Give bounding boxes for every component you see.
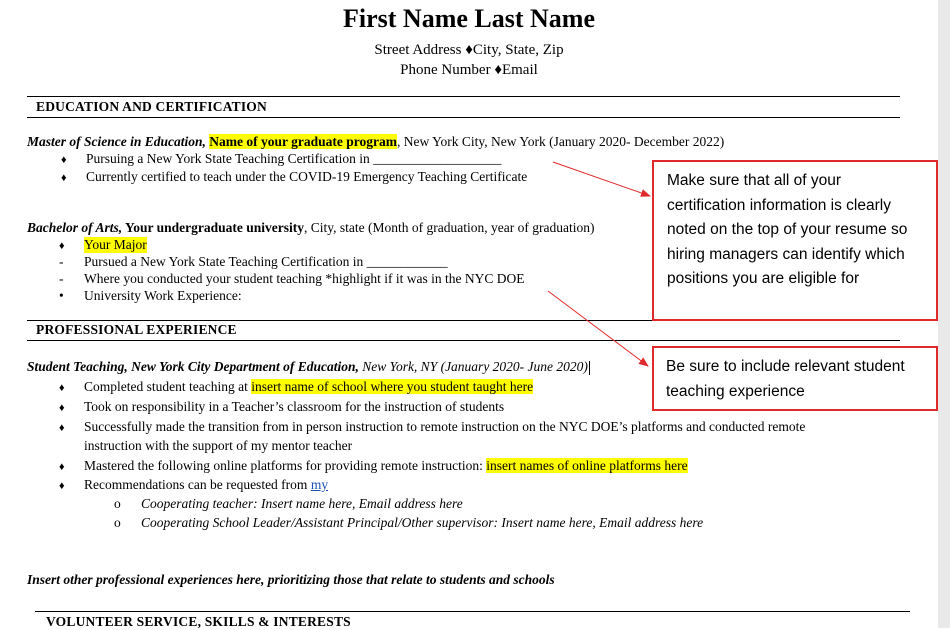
diamond-bullet-icon: ♦ [59, 240, 65, 252]
arrow-to-certification-callout [553, 162, 650, 196]
education-heading: EDUCATION AND CERTIFICATION [36, 99, 267, 114]
diamond-bullet-icon: ♦ [59, 382, 65, 394]
dash-bullet-icon: - [59, 254, 64, 269]
experience-bullet: Took on responsibility in a Teacher’s classroom for the instruction of students [84, 399, 505, 414]
platforms-highlight: insert names of online platforms here [486, 458, 688, 473]
arrow-to-teaching-callout [548, 291, 648, 366]
circle-bullet-icon: o [114, 515, 121, 530]
circle-bullet-icon: o [114, 496, 121, 511]
bachelors-item: University Work Experience: [84, 288, 242, 303]
masters-details: , New York City, New York (January 2020- December 2022) [397, 134, 725, 149]
diamond-bullet-icon: ♦ [59, 480, 65, 492]
reference-item: Cooperating teacher: Insert name here, Email address here [141, 496, 463, 511]
address-line: Street Address ♦City, State, Zip [374, 42, 564, 58]
other-experience-note: Insert other professional experiences here, prioritizing those that relate to students and schools [27, 572, 555, 587]
bachelors-item: Pursued a New York State Teaching Certification in ____________ [84, 254, 448, 269]
diamond-bullet-icon: ♦ [61, 154, 67, 166]
masters-program: Name of your graduate program [209, 134, 397, 149]
bullet-text: Completed student teaching at [84, 379, 252, 394]
reference-item: Cooperating School Leader/Assistant Principal/Other supervisor: Insert name here, Email address here [141, 515, 704, 530]
recommendation-link[interactable]: my [310, 477, 329, 492]
resume-name: First Name Last Name [343, 4, 595, 33]
job-title: Student Teaching, New York City Department of Education, [27, 359, 359, 374]
callout-line: certification information is clearly [667, 196, 891, 214]
diamond-bullet-icon: ♦ [59, 461, 65, 473]
masters-degree: Master of Science in Education, [27, 134, 206, 149]
dash-bullet-icon: - [59, 271, 64, 286]
callout-line: Be sure to include relevant student [666, 358, 905, 375]
masters-bullet: Pursuing a New York State Teaching Certification in ___________________ [86, 151, 502, 166]
diamond-bullet-icon: ♦ [59, 402, 65, 414]
major-highlight: Your Major [84, 237, 147, 252]
contact-line: Phone Number ♦Email [400, 62, 538, 78]
bachelors-university: Your undergraduate university [122, 220, 305, 235]
bullet-text: Recommendations can be requested from [84, 477, 311, 492]
callout-line: noted on the top of your resume so [667, 221, 908, 238]
bullet-text: Mastered the following online platforms for providing remote instruction: [84, 458, 487, 473]
experience-bullet: Successfully made the transition from in person instruction to remote instruction on the NYC DOE’s platforms and conducted remote [84, 419, 806, 434]
bachelors-degree: Bachelor of Arts, [27, 220, 123, 235]
volunteer-heading: VOLUNTEER SERVICE, SKILLS & INTERESTS [46, 614, 351, 629]
bachelors-details: , City, state (Month of graduation, year of graduation) [304, 220, 595, 235]
callout-line: hiring managers can identify which [667, 245, 905, 263]
experience-heading: PROFESSIONAL EXPERIENCE [36, 322, 237, 337]
job-location: New York, NY (January 2020- June 2020) [358, 359, 588, 374]
window-edge [938, 0, 950, 628]
callout-line: Make sure that all of your [667, 172, 842, 189]
dot-bullet-icon: • [59, 288, 64, 303]
diamond-bullet-icon: ♦ [61, 172, 67, 184]
masters-bullet: Currently certified to teach under the COVID-19 Emergency Teaching Certificate [86, 169, 528, 184]
experience-bullet-continued: instruction with the support of my mentor teacher [84, 438, 353, 453]
school-highlight: insert name of school where you student taught here [251, 379, 534, 394]
callout-line: positions you are eligible for [667, 270, 860, 287]
callout-line: teaching experience [666, 382, 805, 400]
bachelors-item: Where you conducted your student teaching *highlight if it was in the NYC DOE [84, 271, 525, 286]
diamond-bullet-icon: ♦ [59, 422, 65, 434]
